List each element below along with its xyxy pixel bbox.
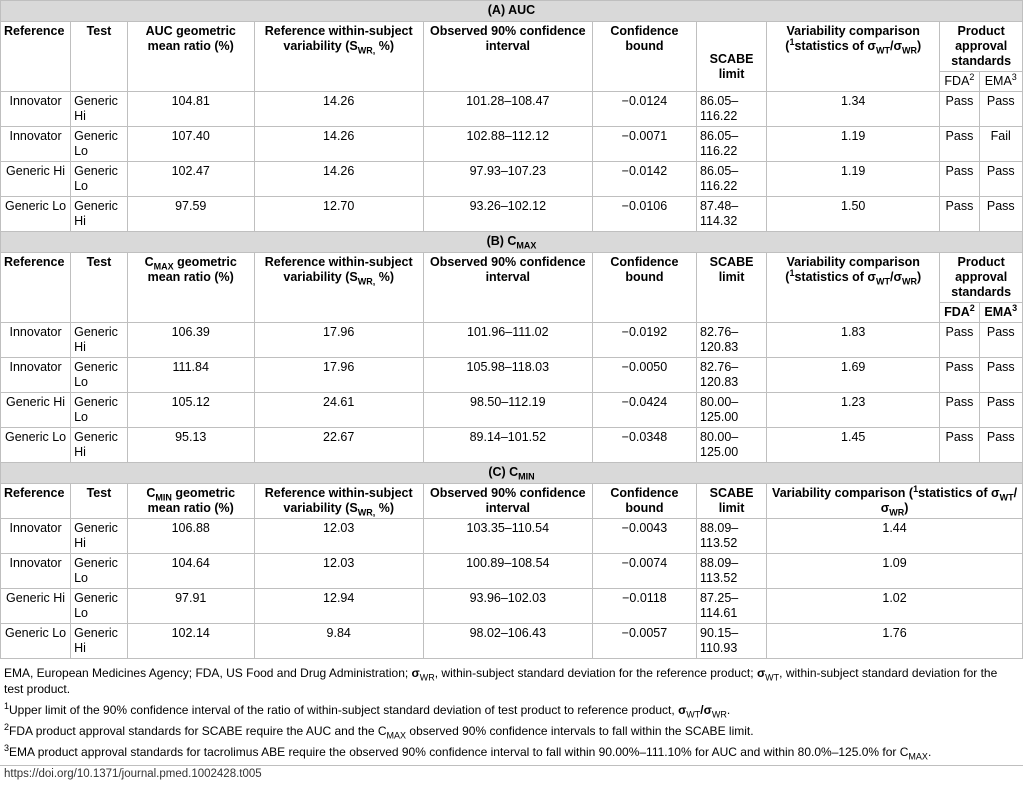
- ci-cell: 103.35–110.54: [423, 519, 592, 554]
- scabe-cell: 87.48–114.32: [697, 197, 767, 232]
- bound-cell: −0.0074: [592, 554, 696, 589]
- swr-cell: 14.26: [254, 92, 423, 127]
- reference-cell: Innovator: [1, 519, 71, 554]
- col-reference: Reference: [1, 253, 71, 323]
- test-cell: Generic Lo: [71, 162, 128, 197]
- header-row-c: [1, 484, 1023, 519]
- reference-cell: Generic Hi: [1, 162, 71, 197]
- test-cell: Generic Lo: [71, 127, 128, 162]
- gmr-cell: 107.40: [127, 127, 254, 162]
- test-cell: Generic Lo: [71, 358, 128, 393]
- swr-cell: 17.96: [254, 358, 423, 393]
- swr-cell: 14.26: [254, 162, 423, 197]
- variability-cell: 1.19: [767, 127, 940, 162]
- scabe-cell: 87.25–114.61: [697, 589, 767, 624]
- gmr-cell: 102.47: [127, 162, 254, 197]
- col-product: Product approval standards: [940, 22, 1023, 72]
- swr-cell: 12.94: [254, 589, 423, 624]
- bound-cell: −0.0050: [592, 358, 696, 393]
- col-variability: Variability comparison ($^1$statistics of $\sigma_{WT}/$ $\sigma_{WR}$): [767, 484, 1023, 519]
- col-reference: Reference: [1, 484, 71, 519]
- gmr-cell: 111.84: [127, 358, 254, 393]
- table-row: [1, 197, 1023, 232]
- ci-cell: 98.02–106.43: [423, 624, 592, 659]
- gmr-cell: 97.59: [127, 197, 254, 232]
- col-variability: Variability comparison ($^1$statistics of $\sigma_{WT}/\sigma_{WR}$): [767, 253, 940, 323]
- table-row: [1, 428, 1023, 463]
- footnote-1: $^1$Upper limit of the 90% confidence interval of the ratio of within-subject standard deviation of test product to reference product, $\sigma_{WT}/\sigma_{WR}$.: [4, 701, 731, 720]
- ci-cell: 93.96–102.03: [423, 589, 592, 624]
- swr-cell: 12.03: [254, 519, 423, 554]
- header-row-a: [1, 22, 1023, 72]
- bound-cell: −0.0106: [592, 197, 696, 232]
- ci-cell: 93.26–102.12: [423, 197, 592, 232]
- variability-cell: 1.45: [767, 428, 940, 463]
- col-bound: Confidence bound: [592, 22, 696, 92]
- bound-cell: −0.0124: [592, 92, 696, 127]
- scabe-cell: 86.05–116.22: [697, 127, 767, 162]
- reference-cell: Innovator: [1, 358, 71, 393]
- scabe-cell: 82.76–120.83: [697, 323, 767, 358]
- auc-body: [1, 92, 1023, 232]
- fda-result-cell: Pass: [940, 197, 979, 232]
- table-row: [1, 393, 1023, 428]
- gmr-cell: 104.81: [127, 92, 254, 127]
- swr-cell: 12.70: [254, 197, 423, 232]
- footnotes: [0, 659, 1023, 760]
- cmin-body: [1, 519, 1023, 659]
- col-fda: FDA$^2$: [940, 303, 979, 323]
- col-auc-gmr: AUC geometric mean ratio (%): [127, 22, 254, 92]
- reference-cell: Generic Hi: [1, 589, 71, 624]
- scabe-cell: 80.00–125.00: [697, 393, 767, 428]
- ema-result-cell: Pass: [979, 162, 1022, 197]
- gmr-cell: 102.14: [127, 624, 254, 659]
- gmr-cell: 106.39: [127, 323, 254, 358]
- variability-cell: 1.02: [767, 589, 1023, 624]
- scabe-cell: 88.09–113.52: [697, 519, 767, 554]
- table-row: [1, 519, 1023, 554]
- table-row: [1, 554, 1023, 589]
- col-ema: EMA$^3$: [979, 72, 1022, 92]
- swr-cell: 9.84: [254, 624, 423, 659]
- test-cell: Generic Hi: [71, 197, 128, 232]
- test-cell: Generic Hi: [71, 323, 128, 358]
- variability-cell: 1.09: [767, 554, 1023, 589]
- footnote-3: $^3$EMA product approval standards for tacrolimus ABE require the observed 90% confidence interval to fall within 90.00%–111.10% for AUC and within 80.0%–125.0% for $C_{MAX}$.: [4, 743, 932, 762]
- col-test: Test: [71, 253, 128, 323]
- table-row: [1, 127, 1023, 162]
- bound-cell: −0.0043: [592, 519, 696, 554]
- col-variability: Variability comparison ($^1$statistics of $\sigma_{WT}/\sigma_{WR}$): [767, 22, 940, 92]
- gmr-cell: 104.64: [127, 554, 254, 589]
- ci-cell: 97.93–107.23: [423, 162, 592, 197]
- section-a-title: (A) AUC: [1, 1, 1023, 22]
- bound-cell: −0.0424: [592, 393, 696, 428]
- test-cell: Generic Hi: [71, 92, 128, 127]
- cmax-body: [1, 323, 1023, 463]
- reference-cell: Innovator: [1, 127, 71, 162]
- scabe-cell: 86.05–116.22: [697, 162, 767, 197]
- col-scabe: SCABE limit: [697, 22, 767, 92]
- section-b-header: [1, 232, 1023, 253]
- variability-cell: 1.23: [767, 393, 940, 428]
- footnote-2: $^2$FDA product approval standards for SCABE require the AUC and the $C_{MAX}$ observed 90% confidence intervals to fall within the SCABE limit.: [4, 722, 754, 741]
- test-cell: Generic Lo: [71, 393, 128, 428]
- swr-cell: 14.26: [254, 127, 423, 162]
- bound-cell: −0.0118: [592, 589, 696, 624]
- gmr-cell: 106.88: [127, 519, 254, 554]
- variability-cell: 1.19: [767, 162, 940, 197]
- doi-link[interactable]: https://doi.org/10.1371/journal.pmed.1002428.t005: [0, 765, 1023, 782]
- variability-cell: 1.69: [767, 358, 940, 393]
- col-ema: EMA$^3$: [979, 303, 1022, 323]
- table-row: [1, 624, 1023, 659]
- swr-cell: 24.61: [254, 393, 423, 428]
- fda-result-cell: Pass: [940, 127, 979, 162]
- table-row: [1, 358, 1023, 393]
- variability-cell: 1.76: [767, 624, 1023, 659]
- section-a-header: [1, 1, 1023, 22]
- ema-result-cell: Pass: [979, 428, 1022, 463]
- swr-cell: 17.96: [254, 323, 423, 358]
- col-scabe: SCABE limit: [697, 253, 767, 323]
- header-row-b: [1, 253, 1023, 303]
- col-test: Test: [71, 22, 128, 92]
- ci-cell: 98.50–112.19: [423, 393, 592, 428]
- fda-result-cell: Pass: [940, 92, 979, 127]
- test-cell: Generic Lo: [71, 589, 128, 624]
- bound-cell: −0.0348: [592, 428, 696, 463]
- col-reference: Reference: [1, 22, 71, 92]
- test-cell: Generic Lo: [71, 554, 128, 589]
- bound-cell: −0.0142: [592, 162, 696, 197]
- section-b-title: (B) $C_{MAX}$: [1, 232, 1023, 253]
- section-c-title: (C) $C_{MIN}$: [1, 463, 1023, 484]
- ema-result-cell: Pass: [979, 393, 1022, 428]
- col-scabe: SCABE limit: [697, 484, 767, 519]
- reference-cell: Innovator: [1, 323, 71, 358]
- bound-cell: −0.0071: [592, 127, 696, 162]
- ci-cell: 100.89–108.54: [423, 554, 592, 589]
- col-ci: Observed 90% confidence interval: [423, 484, 592, 519]
- col-cmin-gmr: $C_{MIN}$ geometric mean ratio (%): [127, 484, 254, 519]
- variability-cell: 1.44: [767, 519, 1023, 554]
- table-row: [1, 589, 1023, 624]
- reference-cell: Generic Lo: [1, 197, 71, 232]
- fda-result-cell: Pass: [940, 323, 979, 358]
- fda-result-cell: Pass: [940, 358, 979, 393]
- variability-cell: 1.34: [767, 92, 940, 127]
- col-swr: Reference within-subject variability ($S_{WR,}$ %): [254, 22, 423, 92]
- scabe-cell: 90.15–110.93: [697, 624, 767, 659]
- ci-cell: 101.96–111.02: [423, 323, 592, 358]
- ema-result-cell: Pass: [979, 323, 1022, 358]
- test-cell: Generic Hi: [71, 519, 128, 554]
- ci-cell: 105.98–118.03: [423, 358, 592, 393]
- col-bound: Confidence bound: [592, 253, 696, 323]
- bound-cell: −0.0192: [592, 323, 696, 358]
- table-row: [1, 323, 1023, 358]
- test-cell: Generic Hi: [71, 428, 128, 463]
- col-bound: Confidence bound: [592, 484, 696, 519]
- table-row: [1, 162, 1023, 197]
- ema-result-cell: Pass: [979, 197, 1022, 232]
- col-product: Product approval standards: [940, 253, 1023, 303]
- col-swr: Reference within-subject variability ($S_{WR,}$ %): [254, 253, 423, 323]
- ema-result-cell: Fail: [979, 127, 1022, 162]
- ci-cell: 101.28–108.47: [423, 92, 592, 127]
- reference-cell: Innovator: [1, 554, 71, 589]
- scabe-cell: 86.05–116.22: [697, 92, 767, 127]
- section-c-header: [1, 463, 1023, 484]
- col-ci: Observed 90% confidence interval: [423, 253, 592, 323]
- fda-result-cell: Pass: [940, 162, 979, 197]
- reference-cell: Generic Lo: [1, 624, 71, 659]
- variability-cell: 1.83: [767, 323, 940, 358]
- scabe-cell: 80.00–125.00: [697, 428, 767, 463]
- ema-result-cell: Pass: [979, 358, 1022, 393]
- scabe-cell: 88.09–113.52: [697, 554, 767, 589]
- table-row: [1, 92, 1023, 127]
- gmr-cell: 97.91: [127, 589, 254, 624]
- fda-result-cell: Pass: [940, 428, 979, 463]
- footnote-abbreviations: EMA, European Medicines Agency; FDA, US Food and Drug Administration; $\sigma_{WR}$, within-subject standard deviation for the reference product; $\sigma_{WT}$, within-subject standard deviation for the test product.: [4, 666, 998, 696]
- fda-result-cell: Pass: [940, 393, 979, 428]
- gmr-cell: 95.13: [127, 428, 254, 463]
- reference-cell: Innovator: [1, 92, 71, 127]
- swr-cell: 12.03: [254, 554, 423, 589]
- col-fda: FDA$^2$: [940, 72, 979, 92]
- swr-cell: 22.67: [254, 428, 423, 463]
- col-test: Test: [71, 484, 128, 519]
- ci-cell: 89.14–101.52: [423, 428, 592, 463]
- bound-cell: −0.0057: [592, 624, 696, 659]
- test-cell: Generic Hi: [71, 624, 128, 659]
- col-cmax-gmr: $C_{MAX}$ geometric mean ratio (%): [127, 253, 254, 323]
- reference-cell: Generic Hi: [1, 393, 71, 428]
- col-swr: Reference within-subject variability ($S_{WR,}$ %): [254, 484, 423, 519]
- ema-result-cell: Pass: [979, 92, 1022, 127]
- ci-cell: 102.88–112.12: [423, 127, 592, 162]
- col-ci: Observed 90% confidence interval: [423, 22, 592, 92]
- scabe-cell: 82.76–120.83: [697, 358, 767, 393]
- reference-cell: Generic Lo: [1, 428, 71, 463]
- variability-cell: 1.50: [767, 197, 940, 232]
- gmr-cell: 105.12: [127, 393, 254, 428]
